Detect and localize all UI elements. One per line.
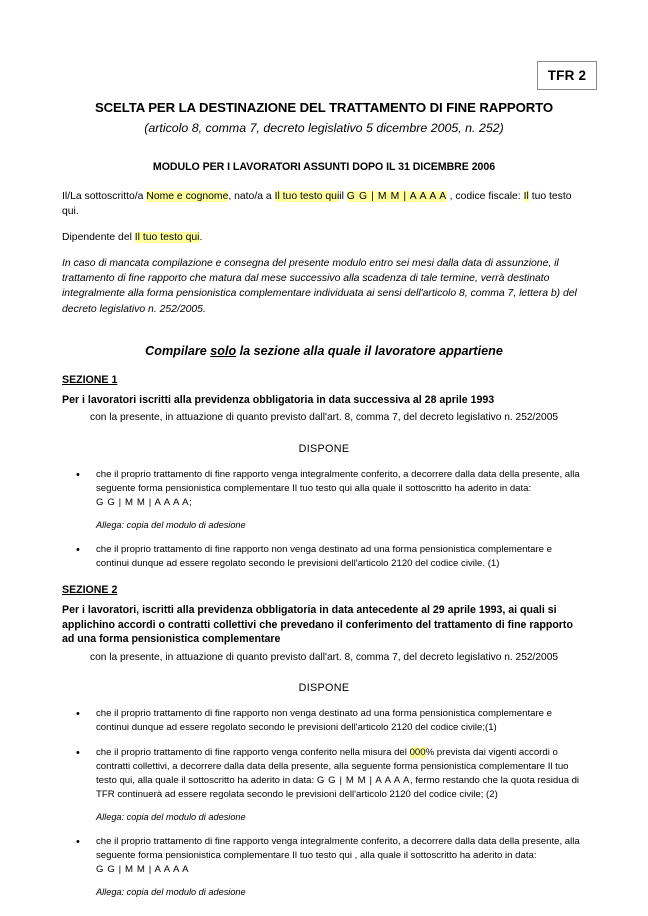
sezione2-allega-2: Allega: copia del modulo di adesione — [96, 812, 246, 823]
field-codice-fiscale-line1[interactable]: Il — [523, 191, 529, 202]
form-code-box — [537, 61, 597, 90]
sezione1-options — [62, 468, 586, 571]
field-codice-fiscale-line2[interactable]: tuo testo qui. — [62, 191, 572, 217]
sezione2-lead: Per i lavoratori, iscritti alla previdenza obbligatoria in data antecedente al 29 aprile 1993, ai quali si applichino accordi o contratti collettivi che prevedano il conferimento del trattamento di fine rapporto ad una forma pensionistica complementare — [62, 603, 573, 646]
page-subtitle: (articolo 8, comma 7, decreto legislativo 5 dicembre 2005, n. 252) — [144, 120, 504, 135]
label-sottoscritto: Il/La sottoscritto/a — [62, 191, 144, 202]
compilare-heading — [62, 344, 586, 358]
sezione1-sub: con la presente, in attuazione di quanto previsto dall'art. 8, comma 7, del decreto legislativo n. 252/2005 — [90, 412, 559, 424]
sezione1-field-data-adesione[interactable]: G G | M M | A A A A; — [96, 496, 193, 508]
sezione1-option-2-text: che il proprio trattamento di fine rapporto non venga destinato ad una forma pensionistica complementare e continui dunque ad essere regolato secondo le previsioni dell'articolo 2120 del codice civile. (1) — [96, 543, 552, 569]
label-dipendente: Dipendente del — [62, 231, 132, 243]
sezione2-option-3-text-a: che il proprio trattamento di fine rapporto venga integralmente conferito, a decorrere dalla data della presente, alla seguente forma pensionistica complementare — [96, 836, 580, 862]
label-nato: , nato/a a — [228, 191, 272, 202]
sezione2-option-2-text-b: % prevista dai vigenti accordi o contratti collettivi, a decorrere dalla data della presente, alla seguente forma pensionistica complementare — [96, 747, 558, 773]
sezione1-option-1-text-b: alla quale il sottoscritto ha aderito in data: — [351, 482, 532, 494]
sezione2-dispone: DISPONE — [298, 682, 350, 695]
field-dipendente[interactable]: Il tuo testo qui — [134, 231, 200, 243]
compilare-emphasis: solo — [210, 343, 237, 358]
sezione2-field-data-adesione-3[interactable]: G G | M M | A A A A — [96, 864, 190, 876]
document-content — [62, 100, 586, 911]
field-nome-cognome[interactable]: Nome e cognome — [146, 191, 229, 202]
dipendente-period: . — [199, 231, 203, 243]
dipendente-paragraph — [62, 231, 586, 246]
sezione1-option-2[interactable] — [62, 543, 586, 571]
label-il: il — [339, 191, 344, 202]
sezione2-option-1[interactable] — [62, 707, 586, 735]
modulo-heading: MODULO PER I LAVORATORI ASSUNTI DOPO IL 31 DICEMBRE 2006 — [152, 161, 496, 173]
sezione1-option-1[interactable] — [62, 468, 586, 532]
sezione2-sub: con la presente, in attuazione di quanto previsto dall'art. 8, comma 7, del decreto legislativo n. 252/2005 — [90, 651, 559, 663]
sezione2-option-2-text-d: , fermo restando che la quota residua di TFR continuerà ad essere regolata secondo le previsioni dell'articolo 2120 del codice civile; (2) — [96, 775, 580, 801]
sezione1-heading: SEZIONE 1 — [62, 373, 118, 386]
sezione2-heading: SEZIONE 2 — [62, 583, 118, 596]
compilare-prefix: Compilare — [145, 343, 211, 358]
identity-paragraph — [62, 190, 586, 220]
sezione2-option-3-text-b: , alla quale il sottoscritto ha aderito in data: — [351, 850, 537, 862]
form-code-label: TFR 2 — [547, 68, 587, 83]
sezione2-option-2-text-a: che il proprio trattamento di fine rapporto venga conferito nella misura del — [96, 747, 410, 759]
sezione1-dispone: DISPONE — [298, 442, 350, 455]
sezione1-field-forma[interactable]: Il tuo testo qui — [292, 482, 352, 494]
sezione2-options — [62, 707, 586, 900]
sezione2-allega-3: Allega: copia del modulo di adesione — [96, 887, 246, 898]
sezione2-option-3[interactable] — [62, 835, 586, 899]
sezione2-option-1-text: che il proprio trattamento di fine rapporto non venga destinato ad una forma pensionistica complementare e continui dunque ad essere regolato secondo le previsioni dell'articolo 2120 del codice civile;(1) — [96, 708, 552, 734]
page-title: SCELTA PER LA DESTINAZIONE DEL TRATTAMENTO DI FINE RAPPORTO — [94, 100, 554, 115]
sezione2-field-forma-2[interactable]: Il tuo testo qui — [96, 761, 569, 787]
sezione2-field-forma-3[interactable]: Il tuo testo qui — [292, 850, 352, 862]
field-data-nascita[interactable]: G G | M M | A A A A — [346, 191, 447, 202]
compilare-suffix: la sezione alla quale il lavoratore appartiene — [236, 343, 503, 358]
sezione2-option-2[interactable] — [62, 746, 586, 824]
label-codice-fiscale: , codice fiscale: — [449, 191, 521, 202]
notice-paragraph: In caso di mancata compilazione e consegna del presente modulo entro sei mesi dalla data di assunzione, il trattamento di fine rapporto che matura dal mese successivo alla scadenza di tale termine, verrà destinato integralmente alla forma pensionistica complementare individuata ai sensi dell'articolo 8, comma 7, lettera b) del decreto legislativo n. 252/2005. — [62, 258, 577, 315]
sezione2-option-2-text-c: , alla quale il sottoscritto ha aderito in data: — [132, 775, 317, 787]
sezione1-lead: Per i lavoratori iscritti alla previdenza obbligatoria in data successiva al 28 aprile 1993 — [62, 393, 495, 406]
sezione1-option-1-text-a: che il proprio trattamento di fine rapporto venga integralmente conferito, a decorrere dalla data della presente, alla seguente forma pensionistica complementare — [96, 468, 580, 494]
sezione2-field-data-adesione-2[interactable]: G G | M M | A A A A — [316, 775, 410, 787]
sezione2-field-percentuale[interactable]: 000 — [409, 747, 426, 759]
field-luogo-nascita[interactable]: Il tuo testo qui — [274, 191, 340, 202]
sezione1-allega-1: Allega: copia del modulo di adesione — [96, 519, 246, 530]
